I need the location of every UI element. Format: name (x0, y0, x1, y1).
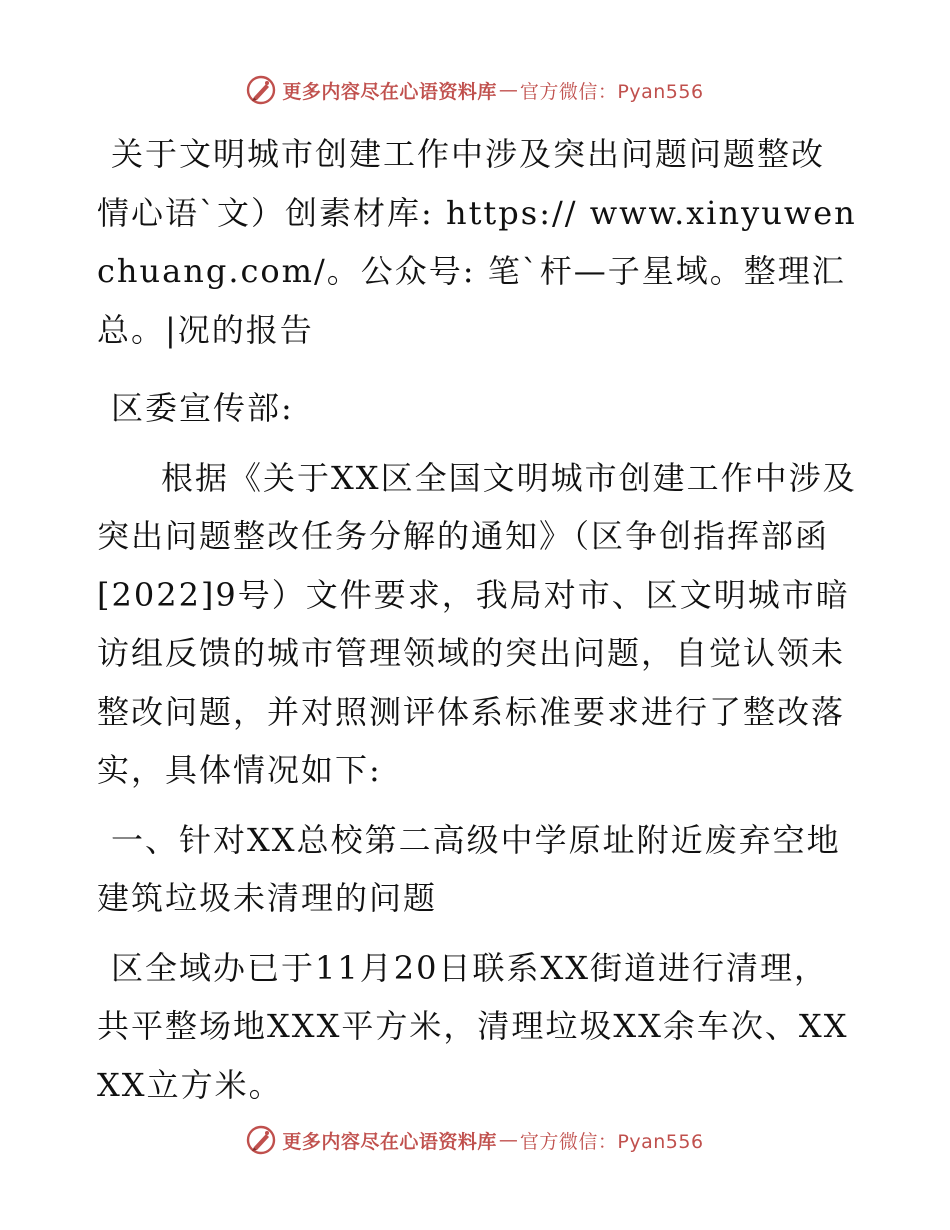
pen-logo-icon (246, 75, 276, 105)
section-1-body: 区全域办已于11月20日联系XX街道进行清理，共平整场地XXX平方米，清理垃圾XX余车次、XXXX立方米。 (97, 948, 849, 1104)
watermark-wechat-text: 官方微信：Pyan556 (519, 80, 704, 103)
pen-logo-icon (246, 1125, 276, 1155)
document-body (97, 125, 857, 1125)
watermark-dash: — (498, 1129, 518, 1151)
watermark-header (0, 70, 950, 110)
watermark-lead-text: 更多内容尽在心语资料库 (282, 1130, 497, 1153)
watermark-wechat-text: 官方微信：Pyan556 (519, 1130, 704, 1153)
document-title: 关于文明城市创建工作中涉及突出问题问题整改情心语`文）创素材库: https:// www.xinyuwenchuang.com/。公众号: 笔`杆—子星域。整理汇总。|况的报告 (97, 135, 857, 349)
watermark-dash: — (498, 79, 518, 101)
section-1-heading: 一、针对XX总校第二高级中学原址附近废弃空地建筑垃圾未清理的问题 (97, 820, 841, 917)
watermark-lead-text: 更多内容尽在心语资料库 (282, 80, 497, 103)
intro-paragraph: 根据《关于XX区全国文明城市创建工作中涉及突出问题整改任务分解的通知》（区争创指挥部函[2022]9号）文件要求，我局对市、区文明城市暗访组反馈的城市管理领域的突出问题，自觉认领未整改问题，并对照测评体系标准要求进行了整改落实，具体情况如下: (97, 458, 857, 789)
watermark-footer (0, 1120, 950, 1160)
recipient-line: 区委宣传部: (111, 389, 294, 427)
